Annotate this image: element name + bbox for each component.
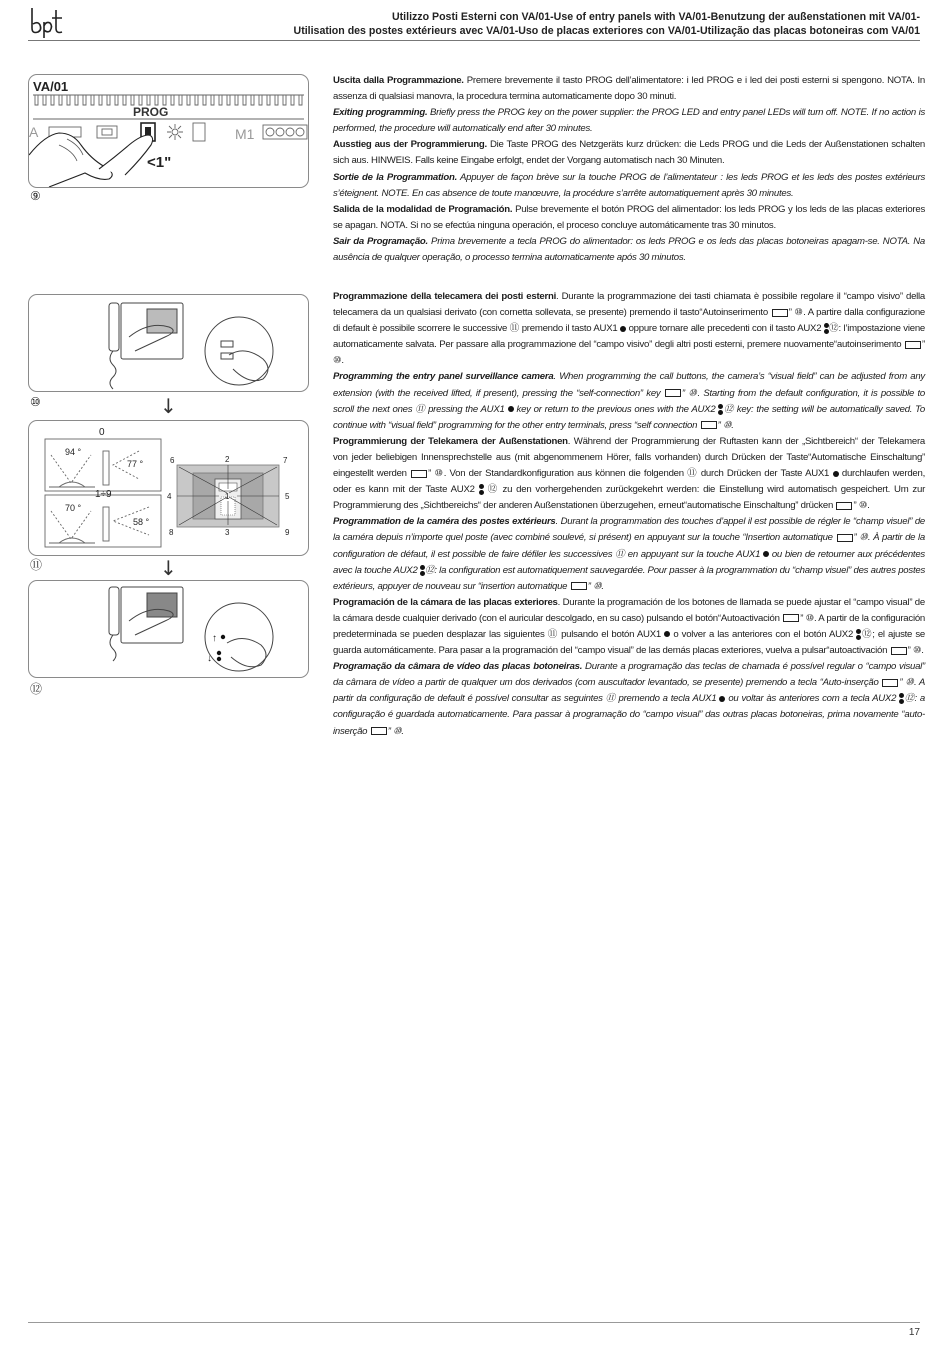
self-connection-key-icon [836, 502, 852, 510]
text-span: ” ⑩. [587, 580, 604, 592]
text-span: . Durante la programmazione dei tasti chiamata è possibile regolare il “campo visivo” della telecamera da un qualsiasi derivato (con cornetta sollevata, se presente) premendo il tasto“Autoinserimento [333, 291, 926, 319]
footer-rule [28, 1322, 920, 1323]
text-span: ” ⑩. Von der Standardkonfiguration aus können die folgenden ⑪ durch Drücken der Taste AUX1 [428, 468, 830, 480]
fr-body: Appuyer de façon brève sur la touche PROG de l’alimentateur : les leds PROG et les leds des postes extérieurs s’éteignent. NOTE. En cas absence de toute manœuvre, la procédure s’arrête automatiquement après 30 minutes. [333, 171, 925, 199]
svg-text:↑: ↑ [212, 633, 217, 644]
press-duration: <1" [147, 154, 172, 171]
text-span: ⑫: a configuração é guardada automaticamente. Para passar à programação do “campo visual” das outras placas botoneiras, prima novamente “auto-inserção [333, 693, 926, 737]
text-span: key or return to the previous ones with the AUX2 [516, 403, 716, 415]
en-body: Briefly press the PROG key on the power supplier: the PROG LED and entry panel LEDs will turn off. NOTE. If no action is performed, the procedure will automatically end after 30 minutes. [333, 107, 925, 135]
it-body: Premere brevemente il tasto PROG dell’alimentatore: i led PROG e i led dei posti esterni si spengono. NOTA. In assenza di qualsiasi manovra, la procedura termina automaticamente dopo 30 minuti. [333, 75, 925, 103]
es-title: Salida de la modalidad de Programación. [333, 203, 513, 215]
page-header [100, 10, 920, 38]
para-de [333, 137, 925, 169]
para2-de [333, 434, 925, 514]
self-connection-key-icon [701, 421, 717, 429]
text-span: ⑫: la configuration est automatiquement sauvegardée. Pour passer à la programmation du “champ visuel” des autres postes extérieurs, appuyer de nouveau sur “insertion automatique [333, 564, 925, 592]
de-body: Die Taste PROG des Netzgeräts kurz drücken: die Leds PROG und die Leds der Außenstationen schalten sich aus. HINWEIS. Falls keine Eingabe erfolgt, endet der Vorgang automatisch nach 30 Minuten. [333, 139, 925, 167]
text-span: ⑫: l’impostazione viene automaticamente salvata. Per passare alla programmazione del “campo visivo” degli altri posti esterni, premere nuovamente“autoinserimento [333, 323, 925, 351]
text-span: durchlaufen werden, oder es kann mit der Taste AUX2 [333, 468, 925, 496]
self-connection-key-icon [891, 647, 907, 655]
device-label: VA/01 [33, 79, 69, 94]
grid-3: 3 [225, 528, 230, 537]
grid-4: 4 [167, 492, 172, 501]
aux1-dot-icon [620, 326, 626, 332]
en2-title: Programming the entry panel surveillance camera [333, 371, 554, 383]
grid-2: 2 [225, 455, 230, 464]
intercom-illustration-10 [29, 295, 308, 391]
header-line-2: Utilisation des postes extérieurs avec VA/01-Uso de placas exteriores con VA/01-Utilização das placas botoneiras com VA/01 [293, 25, 920, 37]
self-connection-key-icon [772, 309, 788, 317]
para-it [333, 73, 925, 105]
aux1-dot-icon [664, 631, 670, 637]
arrow-down-2: ↓ [160, 556, 177, 580]
self-connection-key-icon [371, 727, 387, 735]
grid-8: 8 [169, 528, 174, 537]
svg-text:↓: ↓ [207, 653, 212, 664]
figure-9-number: ⑨ [30, 189, 41, 203]
text-span: ” ⑩. A partir da configuração de default é possível consultar as seguintes ⑪ premendo a tecla AUX1 [333, 677, 925, 705]
self-connection-key-icon [665, 389, 681, 397]
grid-1: 1 [225, 492, 230, 501]
angle-58: 58 ° [133, 517, 150, 527]
power-supply-illustration [29, 75, 308, 187]
it-title: Uscita dalla Programmazione. [333, 75, 464, 86]
text-span: ⑫ zu den vorhergehenden zurückgekehrt werden: die Einstellung wird automatisch gespeichert. Um zur Programmierung des „Sichtbereichs“ der anderen Außenstationen überzugehen, erneut“automatische Einschaltung” drücken [333, 484, 926, 512]
figure-11-number: ⑪ [30, 558, 43, 572]
camera-field-diagram [29, 421, 308, 555]
de-title: Ausstieg aus der Programmierung. [333, 139, 487, 151]
es-body: Pulse brevemente el botón PROG del alimentador: los leds PROG y los leds de las placas exteriores se apagan. NOTA. Si no se efectúa ninguna operación, el proceso concluye automáticamente tras 30 minutos. [333, 203, 925, 231]
text-span: o volver a las anteriores con el botón AUX2 [673, 628, 854, 640]
text-span: ” ⑩. [907, 645, 924, 657]
section-camera-programming [333, 289, 925, 740]
angle-77: 77 ° [127, 459, 144, 469]
figure-9-power-supply [28, 74, 309, 188]
figure-10-number: ⑩ [30, 395, 41, 409]
text-span: . Durante la programación de los botones de llamada se puede ajustar el “campo visual” de la cámara desde cualquier derivado (con el auricular descolgado, en su caso) pulsando el botón“Autoactivación [333, 596, 925, 624]
aux1-dot-icon [833, 471, 839, 477]
aux2-dots-icon [420, 565, 425, 576]
para2-fr [333, 514, 925, 594]
text-span: . Durant la programmation des touches d’appel il est possible de régler le “champ visuel” de la caméra depuis n’importe quel poste (avec combiné soulevé, si présent) en appuyant sur la touche “Insertion automatique [333, 516, 926, 544]
header-line-1: Utilizzo Posti Esterni con VA/01-Use of entry panels with VA/01-Benutzung der außenstationen mit VA/01- [392, 11, 920, 23]
grid-7: 7 [283, 456, 288, 465]
para-pt [333, 234, 925, 266]
text-span: . Während der Programmierung der Ruftasten kann der „Sichtbereich“ der Telekamera von jeder beliebigen Innensprechstelle aus (mit abgenommenem Hörer, falls vorhanden) durch Drücken der Taste“Automatische Einschaltung” eingestellt werden [333, 435, 925, 480]
self-connection-key-icon [411, 470, 427, 478]
intercom-illustration-12 [29, 581, 308, 677]
fr2-title: Programmation de la caméra des postes extérieurs [333, 516, 556, 528]
text-span: . When programming the call buttons, the camera’s “visual field” can be adjusted from any extension (with the received lifted, if present), pressing the “self-connection” key [333, 371, 925, 399]
header-rule [28, 40, 920, 41]
text-span: ” ⑩. Starting from the default configuration, it is possible to scroll the next ones ⑪ pressing the AUX1 [333, 387, 925, 415]
text-span: ” ⑩. À partir de la configuration de défaut, il est possible de faire défiler les successives ⑪ en appuyant sur la touche AUX1 [333, 532, 925, 560]
it2-title: Programmazione della telecamera dei posti esterni [333, 291, 556, 302]
page-number: 17 [908, 1327, 920, 1338]
para-fr [333, 170, 925, 202]
aux2-dots-icon [856, 629, 861, 640]
aux2-dots-icon [824, 323, 829, 334]
aux2-dots-icon [718, 404, 723, 415]
self-connection-key-icon [783, 614, 799, 622]
aux1-dot-icon [763, 551, 769, 557]
text-span: ⑫; el ajuste se guarda automáticamente. Para pasar a la programación del “campo visual” de las demás placas exteriores, vuelva a pulsar“autoactivación [333, 628, 925, 657]
pt-title: Sair da Programação. [333, 235, 428, 247]
para2-it [333, 289, 925, 369]
de2-title: Programmierung der Telekamera der Außenstationen [333, 435, 568, 447]
self-connection-key-icon [571, 582, 587, 590]
para-es [333, 202, 925, 234]
angle-70: 70 ° [65, 503, 82, 513]
aux2-dots-icon [479, 484, 484, 495]
para2-es [333, 595, 925, 659]
self-connection-key-icon [837, 534, 853, 542]
section-exit-programming [333, 73, 925, 266]
aux1-dot-icon [719, 696, 725, 702]
fr-title: Sortie de la Programmation. [333, 171, 457, 183]
angle-94: 94 ° [65, 447, 82, 457]
pt2-title: Programação da câmara de vídeo das placas botoneiras. [333, 661, 583, 673]
position-range: 1÷9 [95, 489, 112, 500]
text-span: ” ⑩. [853, 500, 870, 512]
text-span: Durante a programação das teclas de chamada é possível regular o “campo visual” da câmara de vídeo a partir de qualquer um dos derivados (com auscultador levantado, se presente) premendo a tecla “Auto-inserção [333, 661, 925, 689]
para2-pt [333, 659, 925, 739]
self-connection-key-icon [882, 679, 898, 687]
para2-en [333, 369, 925, 433]
es2-title: Programación de la cámara de las placas exteriores [333, 596, 558, 608]
text-span: ou bien de retourner aux précédentes avec la touche AUX2 [333, 548, 925, 576]
zero-position: 0 [99, 427, 105, 438]
text-span: ou voltar às anteriores com a tecla AUX2 [728, 693, 897, 705]
figure-10-intercom-self-connection [28, 294, 309, 392]
figure-11-camera-field [28, 420, 309, 556]
grid-5: 5 [285, 492, 290, 501]
arrow-down-1: ↓ [160, 394, 177, 418]
grid-6: 6 [170, 456, 175, 465]
text-span: ” ⑩. A partire dalla configurazione di default è possibile scorrere le successive ⑪ premendo il tasto AUX1 [333, 307, 925, 335]
text-span: oppure tornare alle precedenti con il tasto AUX2 [628, 323, 822, 335]
terminal-m1: M1 [235, 126, 255, 142]
text-span: ” ⑩. A partir de la configuración predeterminada se pueden desplazar las siguientes ⑪ pulsando el botón AUX1 [333, 612, 925, 640]
figure-12-intercom-aux-keys [28, 580, 309, 678]
aux2-dots-icon [899, 693, 904, 704]
text-span: ” ⑩. [387, 725, 404, 737]
grid-9: 9 [285, 528, 290, 537]
pt-body: Prima brevemente a tecla PROG do alimentador: os leds PROG e os leds das placas botoneiras apagam-se. NOTA. Na ausência de qualquer operação, o processo termina automaticamente após 30 minutos. [333, 235, 925, 264]
para-en [333, 105, 925, 137]
prog-label: PROG [133, 105, 169, 119]
text-span: ⑫ key: the setting will be automatically saved. To continue with “visual field” programming for the other entry terminals, press “self connection [333, 403, 926, 431]
en-title: Exiting programming. [333, 107, 428, 119]
left-terminal-mark: A [29, 124, 39, 140]
bpt-logo [28, 4, 68, 38]
text-span: ” ⑩. [333, 339, 925, 367]
self-connection-key-icon [905, 341, 921, 349]
figure-12-number: ⑫ [30, 682, 43, 696]
text-span: ” ⑩. [717, 419, 734, 431]
aux1-dot-icon [508, 406, 514, 412]
